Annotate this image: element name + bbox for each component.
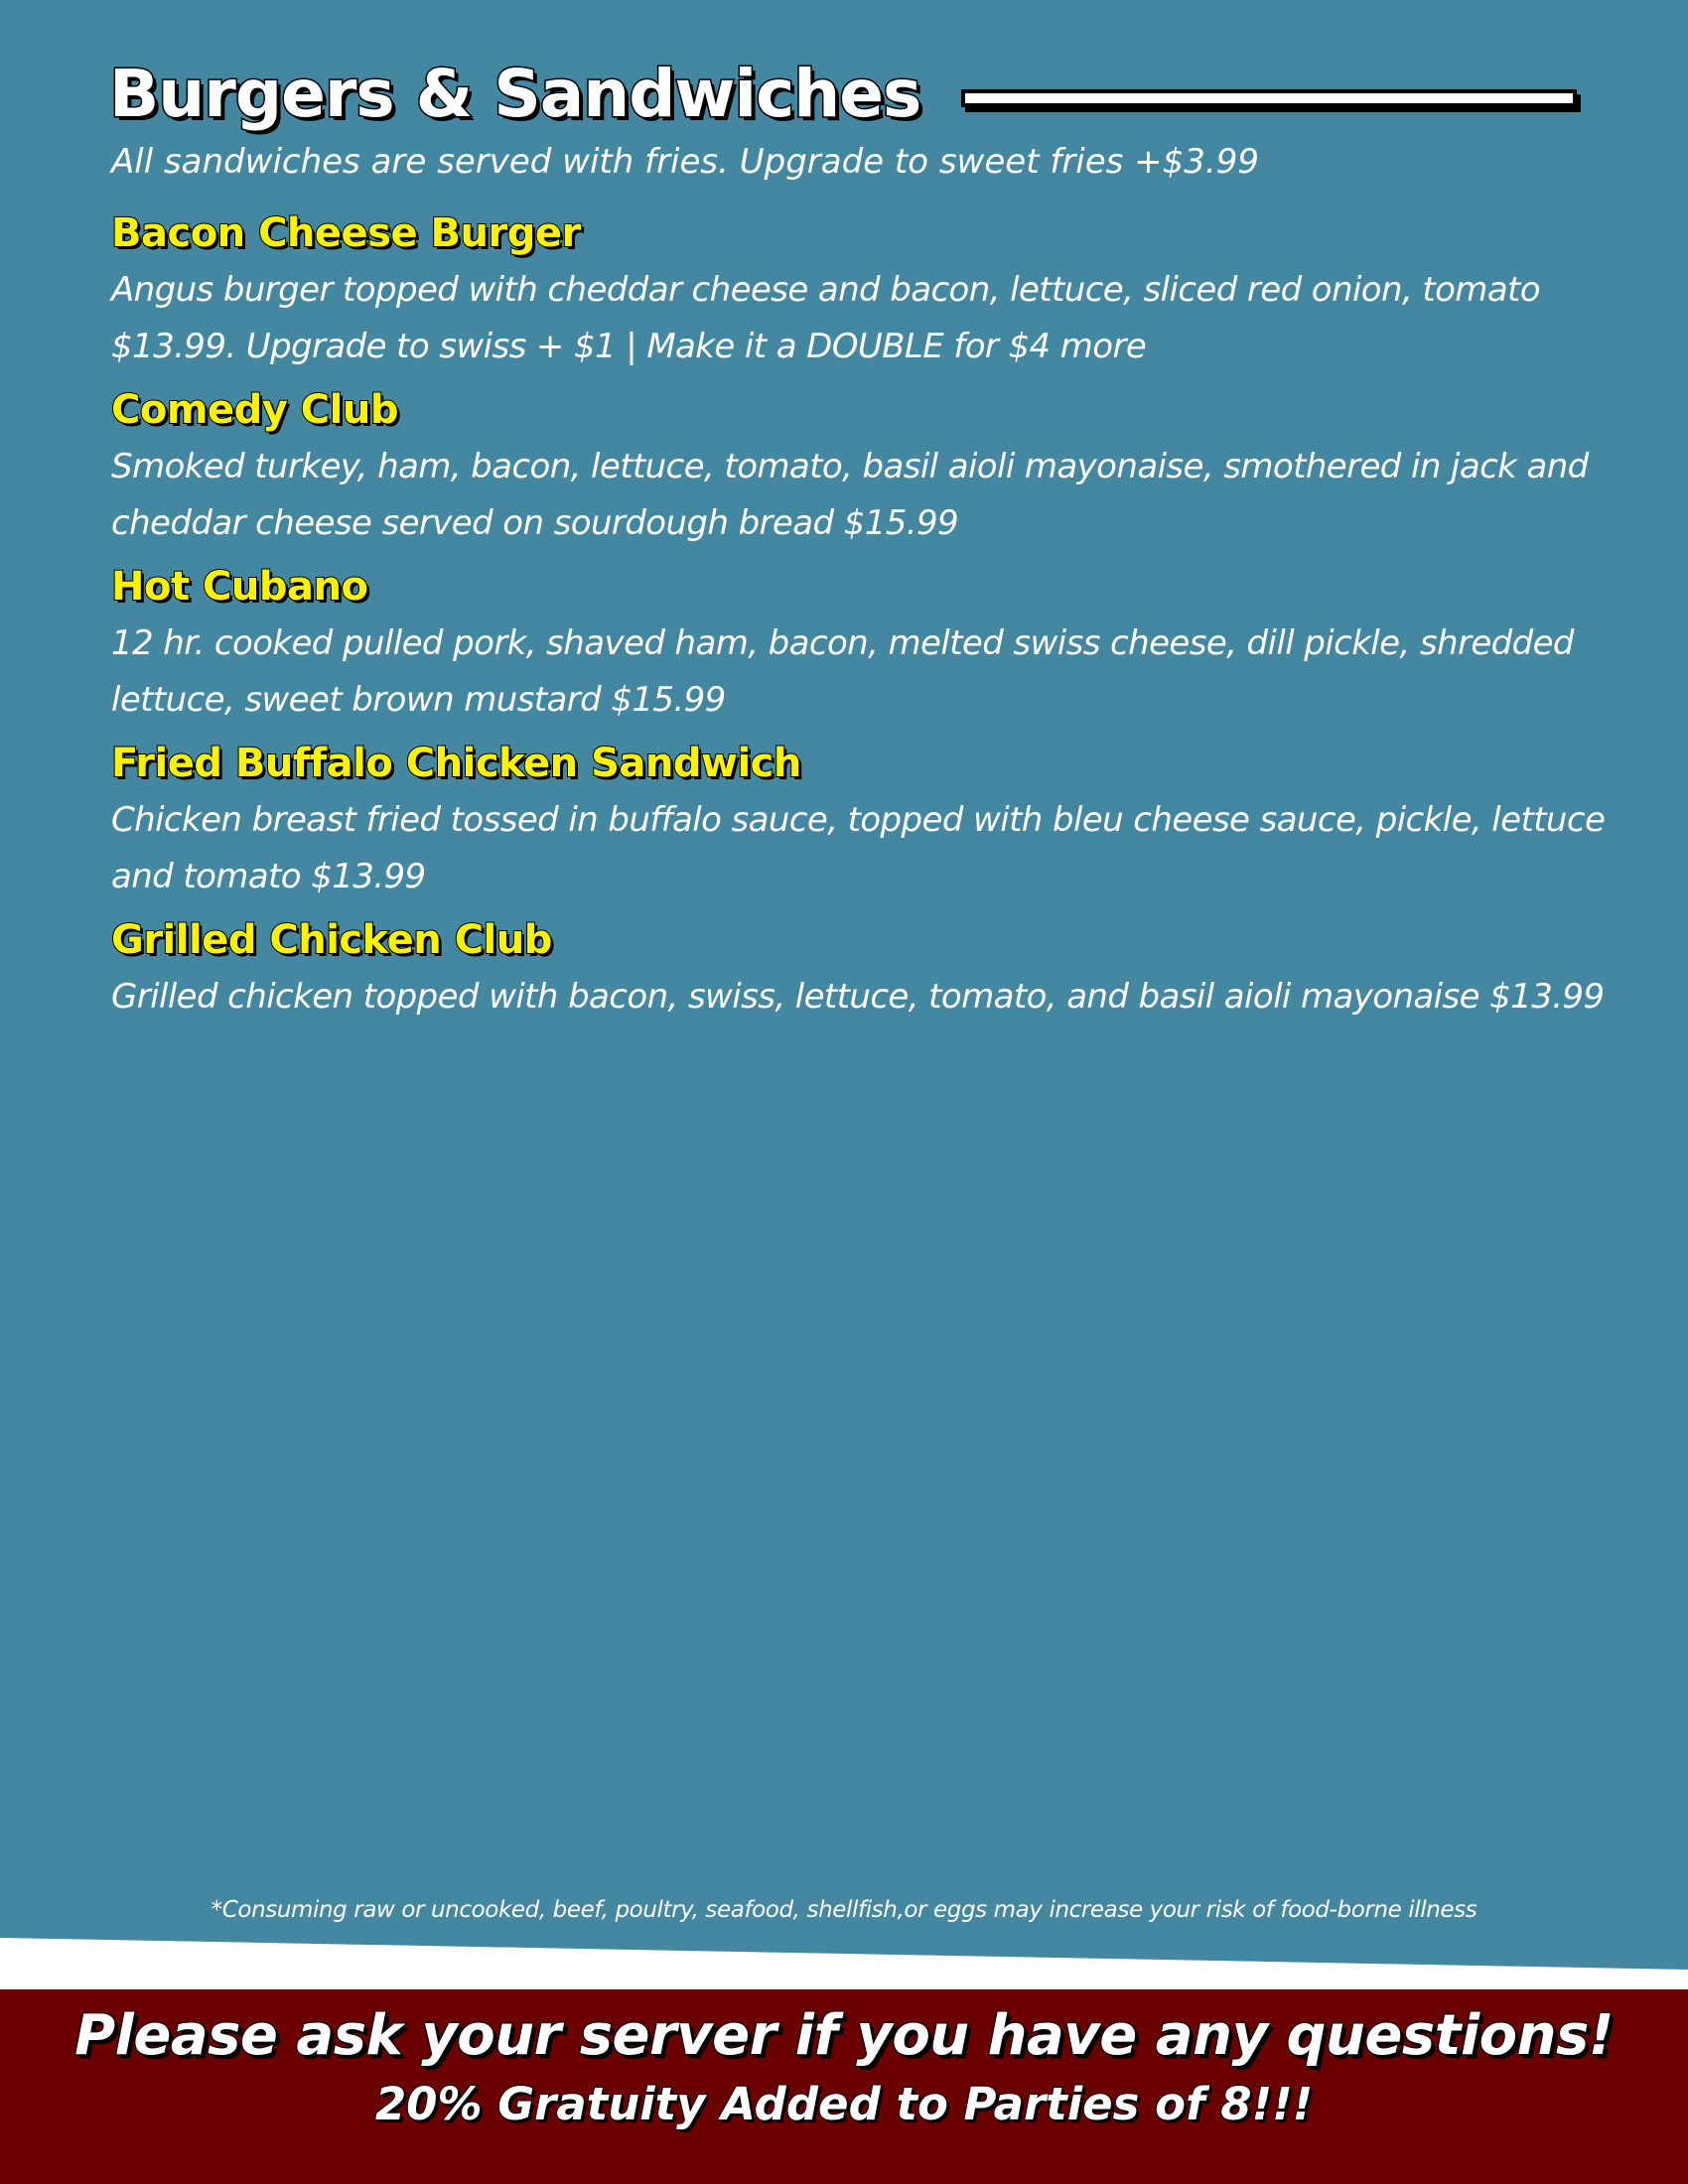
menu-item-description: Angus burger topped with cheddar cheese and bacon, lettuce, sliced red onion, tomato $13.99. Upgrade to swiss + $1 | Make it a DOUBLE for $4 more — [111, 270, 1540, 366]
menu-item-description: Smoked turkey, ham, bacon, lettuce, tomato, basil aioli mayonaise, smothered in jack and cheddar cheese served on sourdough bread $15.99 — [111, 447, 1589, 543]
menu-item-description: Chicken breast fried tossed in buffalo sauce, topped with bleu cheese sauce, pickle, lettuce and tomato $13.99 — [111, 800, 1606, 896]
menu-item-hot-cubano — [111, 560, 1630, 729]
menu-item-grilled-chicken-club — [111, 913, 1630, 1025]
menu-item-name: Bacon Cheese Burger — [111, 210, 581, 256]
menu-items-list — [111, 206, 1630, 1033]
section-subtitle: All sandwiches are served with fries. Upgrade to sweet fries +$3.99 — [111, 142, 1259, 182]
menu-item-name: Hot Cubano — [111, 564, 368, 610]
menu-item-name: Grilled Chicken Club — [111, 917, 552, 963]
footer-questions-notice: Please ask your server if you have any questions! — [74, 2003, 1614, 2068]
food-safety-disclaimer: *Consuming raw or uncooked, beef, poultry, seafood, shellfish,or eggs may increase your risk of food-borne illness — [211, 1897, 1477, 1923]
menu-item-name: Fried Buffalo Chicken Sandwich — [111, 741, 801, 786]
menu-item-name: Comedy Club — [111, 387, 398, 433]
menu-item-description: 12 hr. cooked pulled pork, shaved ham, bacon, melted swiss cheese, dill pickle, shredded lettuce, sweet brown mustard $15.99 — [111, 623, 1574, 720]
section-title: Burgers & Sandwiches — [109, 56, 921, 132]
menu-item-description: Grilled chicken topped with bacon, swiss, lettuce, tomato, and basil aioli mayonaise $13.99 — [111, 977, 1605, 1017]
section-header — [109, 52, 1579, 141]
menu-item-comedy-club — [111, 383, 1630, 552]
menu-item-fried-buffalo-chicken-sandwich — [111, 737, 1630, 905]
title-rule-divider — [961, 89, 1577, 107]
footer-gratuity-notice: 20% Gratuity Added to Parties of 8!!! — [374, 2078, 1314, 2130]
menu-item-bacon-cheese-burger — [111, 206, 1630, 375]
